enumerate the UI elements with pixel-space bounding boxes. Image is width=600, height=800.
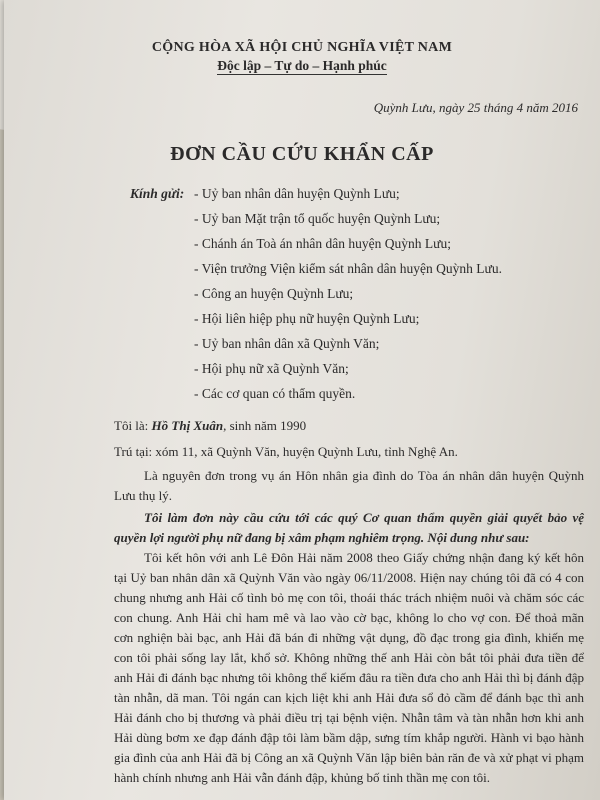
document-page (4, 0, 600, 800)
applicant-residence: Trú tại: xóm 11, xã Quỳnh Văn, huyện Quỳnh Lưu, tỉnh Nghệ An. (114, 444, 458, 459)
applicant-name-line (114, 418, 306, 434)
recipient-item: - Các cơ quan có thẩm quyền. (194, 386, 356, 401)
request-paragraph: Tôi làm đơn này cầu cứu tới các quý Cơ quan thẩm quyền giải quyết bảo vệ quyền lợi người phụ nữ đang bị xâm phạm nghiêm trọng. Nội dung như sau: (114, 510, 584, 545)
recipient-item: - Chánh án Toà án nhân dân huyện Quỳnh Lưu; (194, 236, 451, 251)
date-line: Quỳnh Lưu, ngày 25 tháng 4 năm 2016 (373, 100, 578, 115)
applicant-name-prefix: Tôi là: (114, 418, 152, 433)
document-title: ĐƠN CẦU CỨU KHẨN CẤP (170, 143, 434, 165)
national-title: CỘNG HÒA XÃ HỘI CHỦ NGHĨA VIỆT NAM (151, 40, 453, 55)
recipient-item: - Hội liên hiệp phụ nữ huyện Quỳnh Lưu; (194, 311, 420, 326)
recipient-item: - Công an huyện Quỳnh Lưu; (194, 286, 354, 301)
recipient-item: - Uỷ ban Mặt trận tổ quốc huyện Quỳnh Lưu; (194, 211, 441, 226)
recipient-item: - Uỷ ban nhân dân huyện Quỳnh Lưu; (194, 186, 400, 201)
intro-paragraph: Là nguyên đơn trong vụ án Hôn nhân gia đình do Tòa án nhân dân huyện Quỳnh Lưu thụ lý. (114, 468, 584, 503)
content-paragraph: Tôi kết hôn với anh Lê Đôn Hải năm 2008 theo Giấy chứng nhận đang ký kết hôn tại Uỷ ban nhân dân xã Quỳnh Văn vào ngày 06/11/2008. Hiện nay chúng tôi đã có 4 con chung nhưng anh Hải cố tình bỏ mẹ con tôi, thoái thác trách nhiệm nuôi và chăm sóc các con chung. Anh Hải chỉ ham mê và lao vào cờ bạc, không lo cho vợ con. Để thoả mãn cơn nghiện bài bạc, anh Hải đã bán đi những vật dụng, đồ đạc trong gia đình, khiến mẹ con tôi phải sống lay lắt, khổ sở. Không những thế anh Hải còn bắt tôi phải đưa tiền để anh Hải đi đánh bạc nhưng tôi không thể kiếm đâu ra tiền đưa cho anh Hải thì bị đánh đập tàn nhẫn, dã man. Tôi ngán can kịch liệt khi anh Hải đưa sổ đỏ cầm để đánh bạc thì anh Hải đánh cho bị thương và phải điều trị tại bệnh viện. Nhẫn tâm và tàn nhẫn hơn khi anh Hải dùng bơm xe đạp đánh đập tôi làm bầm dập, sưng tím khắp người. Hành vi bạo hành gia đình của anh Hải đã bị Công an xã Quỳnh Văn lập biên bản răn đe và xử phạt vi phạm hành chính nhưng anh Hải vẫn đánh đập, khủng bố tinh thần mẹ con tôi. (114, 550, 584, 785)
applicant-birth: , sinh năm 1990 (223, 418, 307, 433)
recipient-item: - Viện trưởng Viện kiểm sát nhân dân huyện Quỳnh Lưu. (194, 261, 502, 276)
applicant-name: Hồ Thị Xuân (151, 418, 224, 433)
motto-text: Độc lập – Tự do – Hạnh phúc (217, 58, 387, 73)
national-motto (4, 58, 600, 74)
recipients-label: Kính gửi: (130, 186, 185, 201)
recipient-item: - Hội phụ nữ xã Quỳnh Văn; (194, 361, 349, 376)
recipient-item: - Uỷ ban nhân dân xã Quỳnh Văn; (194, 336, 380, 351)
